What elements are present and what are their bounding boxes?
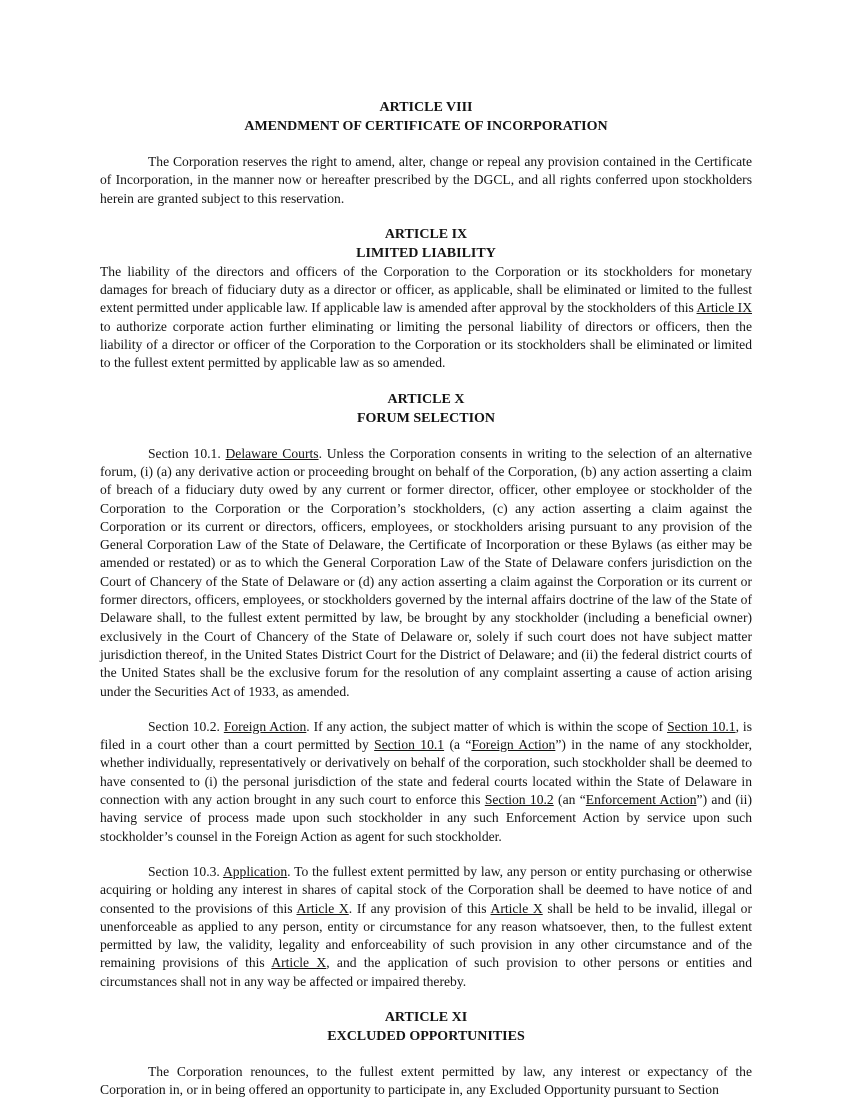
section-10-3-heading: Application — [222, 863, 288, 879]
section-10-2-number: Section 10.2. — [148, 718, 224, 734]
section-10-1 — [100, 445, 752, 701]
section-10-3-text: shall be held to be invalid, illegal or unenforceable as applied to any person, entity or circumstance for any reason whatsoever, then, to the fullest extent permitted by law, the validity, legality and enforceability of such provision in any other circumstance and of the remaining provisions of this — [100, 900, 752, 971]
section-10-1-reference[interactable]: Section 10.1 — [374, 737, 445, 753]
article-10-subtitle: FORUM SELECTION — [356, 410, 496, 426]
article-8-title: ARTICLE VIII — [379, 100, 473, 115]
section-10-2-text: ”) and (ii) having service of process made upon such stockholder in any such Enforcement Action by service upon such stockholder’s counsel in the Foreign Action as agent for such stockholder. — [100, 792, 752, 844]
article-11-subtitle: EXCLUDED OPPORTUNITIES — [327, 1028, 525, 1044]
article-x-reference[interactable]: Article X — [271, 955, 327, 971]
section-10-1-heading: Delaware Courts — [225, 445, 319, 461]
article-9-subtitle: LIMITED LIABILITY — [356, 245, 496, 261]
document-page — [100, 98, 752, 1100]
article-11-body: The Corporation renounces, to the fullest extent permitted by law, any interest or expectancy of the Corporation in, or in being offered an opportunity to participate in, any Excluded Opportunity pursuant to Section — [100, 1063, 752, 1098]
article-9-body — [100, 263, 752, 373]
section-10-2-text: , is filed in a court other than a court permitted by — [100, 718, 752, 753]
article-9-body-part-a: The liability of the directors and officers of the Corporation to the Corporation or its stockholders for monetary damages for breach of fiduciary duty as a director or officer, as applicable, shall be eliminated or limited to the fullest extent permitted under applicable law. If applicable law is amended after approval by the stockholders of this — [100, 263, 752, 316]
section-10-2-text: (a “ — [444, 737, 472, 753]
section-10-2-text: ”) in the name of any stockholder, whether individually, representatively or derivatively on behalf of the corporation, such stockholder shall be deemed to have consented to (i) the personal jurisdiction of the state and federal courts located within the State of Delaware in connection with any action brought in any such court to enforce this — [100, 737, 752, 808]
enforcement-action-term: Enforcement Action — [585, 792, 697, 808]
section-10-2-text: . If any action, the subject matter of which is within the scope of — [306, 718, 668, 734]
section-10-1-number: Section 10.1. — [148, 445, 226, 461]
section-10-1-body: . Unless the Corporation consents in writing to the selection of an alternative forum, (i) (a) any derivative action or proceeding brought on behalf of the Corporation, (b) any action asserting a claim of breach of a fiduciary duty owed by any current or former director, officer, other employee or stockholder of the Corporation to the Corporation or the Corporation’s stockholders, (c) any action asserting a claim against the Corporation or its current or directors, officers, employees, or stockholders arising pursuant to any provision of the General Corporation Law of the State of Delaware, the Certificate of Incorporation or these Bylaws (as either may be amended or restated) or as to which the General Corporation Law of the State of Delaware confers jurisdiction on the Court of Chancery of the State of Delaware or (d) any action asserting a claim against the Corporation or its current or former directors, officers, employees, or stockholders governed by the internal affairs doctrine of the law of the State of Delaware shall, to the fullest extent permitted by law, be brought by any stockholder (including a beneficial owner) exclusively in the Court of Chancery of the State of Delaware or, solely if such court does not have subject matter jurisdiction thereof, in the United States District Court for the District of Delaware; and (ii) the federal district courts of the United States shall be the exclusive forum for the resolution of any complaint asserting a cause of action arising under the Securities Act of 1933, as amended. — [100, 445, 753, 699]
article-9-reference[interactable]: Article IX — [696, 300, 753, 316]
section-10-3-number: Section 10.3. — [148, 863, 223, 879]
section-10-2-reference[interactable]: Section 10.2 — [484, 792, 554, 808]
section-10-2-text: (an “ — [553, 792, 586, 808]
article-9-title: ARTICLE IX — [384, 226, 468, 242]
section-10-2-heading: Foreign Action — [223, 718, 307, 734]
article-10-title: ARTICLE X — [387, 391, 465, 407]
article-x-reference[interactable]: Article X — [296, 900, 349, 916]
section-10-3 — [100, 863, 752, 991]
foreign-action-term: Foreign Action — [471, 737, 556, 753]
section-10-3-text: , and the application of such provision to other persons or entities and circumstances shall not in any way be affected or impaired thereby. — [100, 955, 752, 989]
article-11-title: ARTICLE XI — [384, 1009, 468, 1025]
section-10-3-text: . To the fullest extent permitted by law, any person or entity purchasing or otherwise acquiring or holding any interest in shares of capital stock of the Corporation shall be deemed to have notice of and consented to the provisions of this — [100, 863, 752, 916]
section-10-1-reference[interactable]: Section 10.1 — [667, 718, 736, 734]
section-10-2 — [100, 718, 752, 846]
section-10-3-text: . If any provision of this — [348, 900, 491, 916]
article-9-body-part-b: to authorize corporate action further eliminating or limiting the personal liability of directors or officers, then the liability of a director or officer of the Corporation to the Corporation or its stockholders shall be eliminated or limited to the fullest extent permitted by applicable law as so amended. — [100, 318, 752, 371]
article-8-body: The Corporation reserves the right to amend, alter, change or repeal any provision contained in the Certificate of Incorporation, in the manner now or hereafter prescribed by the DGCL, and all rights conferred upon stockholders herein are granted subject to this reservation. — [100, 154, 752, 206]
article-8-subtitle: AMENDMENT OF CERTIFICATE OF INCORPORATION — [244, 119, 608, 134]
article-x-reference[interactable]: Article X — [490, 900, 543, 916]
